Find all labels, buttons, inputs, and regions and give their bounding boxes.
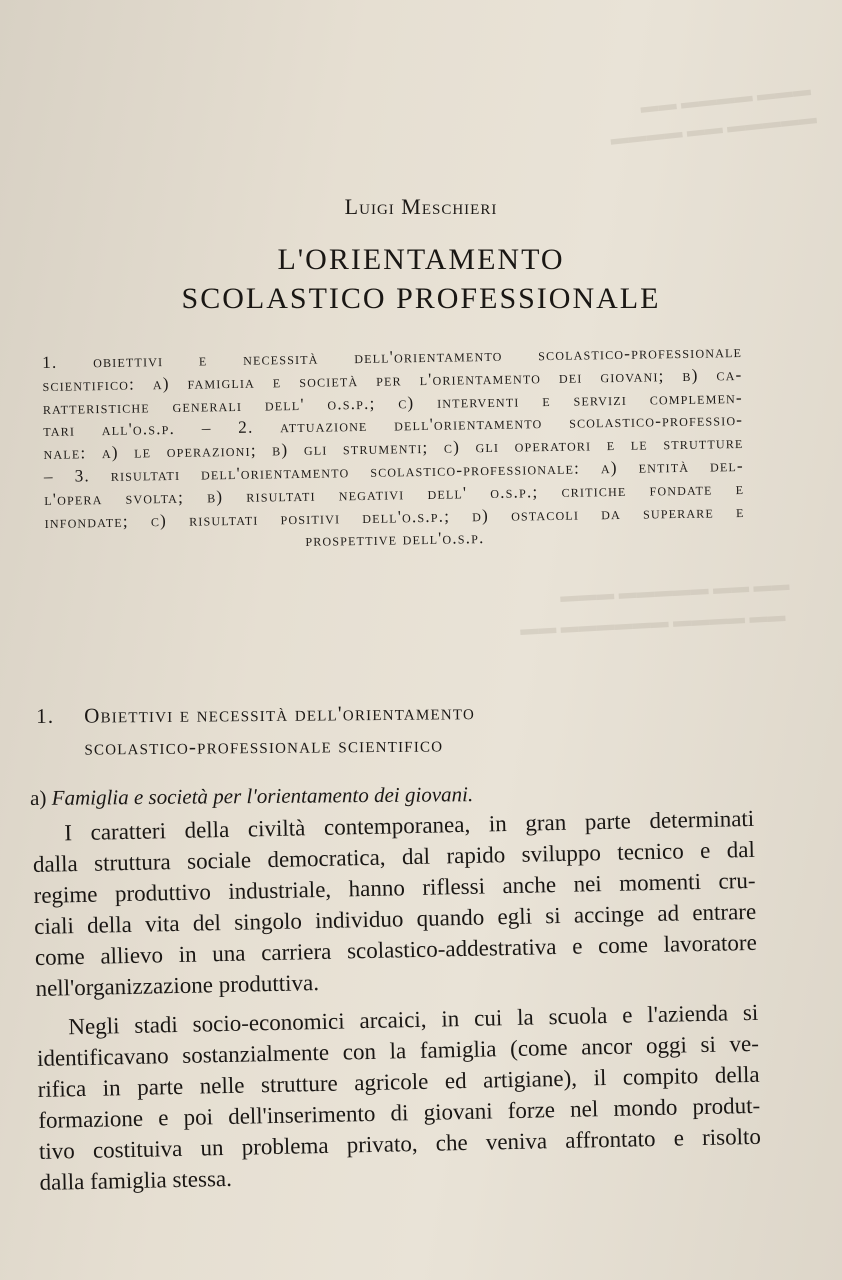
paragraph-line: I caratteri della civiltà contemporanea, in gran parte determinati bbox=[64, 805, 755, 846]
abstract-line: ratteristiche generali dell' o.s.p.; c) interventi e servizi complemen- bbox=[42, 387, 743, 418]
author-name: Luigi Meschieri bbox=[344, 194, 498, 219]
abstract-line: nale: a) le operazioni; b) gli strumenti; c) gli operatori e le strutture bbox=[43, 433, 744, 464]
section-heading bbox=[36, 694, 737, 764]
paragraph-line: ciali della vita del singolo individuo quando egli si accinge ad entrare bbox=[34, 898, 757, 939]
abstract-line: tari all'o.s.p. – 2. attuazione dell'orientamento scolastico-professio- bbox=[43, 410, 744, 441]
abstract-line: scientifico: a) famiglia e società per l'orientamento dei giovani; b) ca- bbox=[42, 364, 743, 395]
paragraph-line: dalla struttura sociale democratica, dal rapido sviluppo tecnico e dal bbox=[32, 836, 756, 877]
title-line-2: SCOLASTICO PROFESSIONALE bbox=[181, 282, 661, 315]
abstract-line: – 3. risultati dell'orientamento scolastico-professionale: a) entità del- bbox=[43, 455, 745, 486]
article-title bbox=[0, 240, 842, 318]
title-line-1: L'ORIENTAMENTO bbox=[277, 243, 565, 276]
body-text bbox=[32, 803, 762, 1198]
abstract-line: prospettive dell'o.s.p. bbox=[305, 528, 485, 551]
paragraph-line: regime produttivo industriale, hanno riflessi anche nei momenti cru- bbox=[33, 867, 756, 908]
paragraph-line: tivo costituiva un problema privato, che veniva affrontato e risolto bbox=[38, 1123, 762, 1164]
show-through-text: ▬▬▬ ▬▬▬▬▬ ▬▬ ▬▬ bbox=[559, 574, 790, 606]
show-through-text: ▬▬ ▬▬▬▬▬▬ ▬▬▬▬ ▬▬ bbox=[519, 605, 786, 639]
section-number: 1. bbox=[36, 703, 55, 728]
paragraph-line: Negli stadi socio-economici arcaici, in cui la scuola e l'azienda si bbox=[68, 999, 759, 1040]
paragraph-line: come allievo in una carriera scolastico-addestrativa e come lavoratore bbox=[34, 929, 758, 970]
section-title-line-2: scolastico-professionale scientifico bbox=[84, 732, 444, 760]
show-through-text: ▬▬ ▬▬▬▬ ▬▬▬ bbox=[639, 79, 812, 117]
abstract-line: 1. obiettivi e necessità dell'orientamento scolastico-professionale bbox=[42, 342, 743, 372]
section-title-line-1: Obiettivi e necessità dell'orientamento bbox=[84, 700, 476, 728]
abstract-line: l'opera svolta; b) risultati negativi dell' o.s.p.; critiche fondate e bbox=[44, 478, 745, 509]
paragraph-line: nell'organizzazione produttiva. bbox=[35, 970, 320, 1001]
subsection-title: Famiglia e società per l'orientamento dei giovani. bbox=[51, 782, 474, 810]
show-through-text: ▬▬▬▬ ▬▬ ▬▬▬▬▬ bbox=[609, 107, 818, 149]
paragraph-line: identificavano sostanzialmente con la famiglia (come ancor oggi si ve- bbox=[36, 1030, 760, 1071]
paragraph-line: formazione e poi dell'inserimento di giovani forze nel mondo produt- bbox=[38, 1092, 761, 1133]
paragraph-line: rifica in parte nelle strutture agricole ed artigiane), il compito della bbox=[37, 1061, 760, 1102]
article-abstract bbox=[42, 341, 745, 557]
subsection-label: a) bbox=[30, 785, 47, 810]
abstract-line: infondate; c) risultati positivi dell'o.s.p.; d) ostacoli da superare e bbox=[44, 501, 745, 532]
paragraph-line: dalla famiglia stessa. bbox=[39, 1165, 233, 1195]
